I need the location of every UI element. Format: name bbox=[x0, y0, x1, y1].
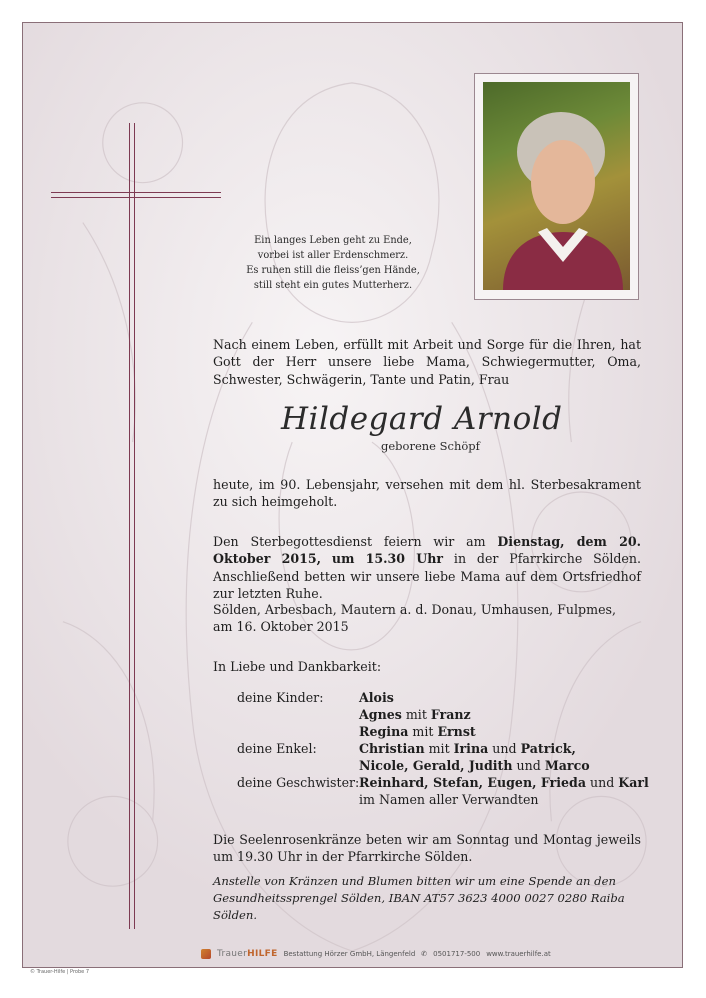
birth-name: geborene Schöpf bbox=[381, 439, 480, 453]
connector-text: und bbox=[512, 758, 545, 773]
family-name: Franz bbox=[430, 707, 471, 722]
poem-line: Ein langes Leben geht zu Ende, bbox=[254, 235, 412, 246]
family-name: Christian bbox=[359, 741, 425, 756]
family-name: Irina bbox=[453, 741, 489, 756]
grandchildren-label: deine Enkel: bbox=[237, 741, 317, 756]
logo-text-a: Trauer bbox=[217, 949, 248, 959]
siblings-line bbox=[359, 774, 649, 791]
poem bbox=[213, 233, 453, 293]
trauerhilfe-logo bbox=[217, 949, 278, 959]
service-date: Dienstag, dem 20. Oktober 2015, bbox=[213, 534, 641, 567]
family-name: Marco bbox=[544, 758, 590, 773]
poem-line: Es ruhen still die fleiss’gen Hände, bbox=[246, 265, 420, 276]
grandchildren-line bbox=[359, 757, 590, 774]
family-name: Regina bbox=[359, 724, 409, 739]
children-line bbox=[359, 723, 476, 740]
service-text-2: in der Pfarrkirche Sölden. Anschließend betten wir unsere liebe Mama auf dem Ortsfriedhof zur letzten Ruhe. bbox=[213, 551, 641, 601]
portrait-photo-frame bbox=[474, 73, 639, 300]
company-name: Bestattung Hörzer GmbH, Längenfeld bbox=[283, 950, 416, 958]
children-label: deine Kinder: bbox=[237, 690, 324, 705]
family-name: Reinhard, Stefan, Eugen, Frieda bbox=[359, 775, 586, 790]
family-name: Karl bbox=[618, 775, 649, 790]
website[interactable]: www.trauerhilfe.at bbox=[486, 950, 551, 958]
logo-text-b: HILFE bbox=[247, 949, 278, 959]
phone-number: 0501717-500 bbox=[433, 950, 481, 958]
family-name: Ernst bbox=[437, 724, 476, 739]
obituary-page bbox=[22, 22, 683, 968]
connector-text: mit bbox=[424, 741, 454, 756]
family-name: Alois bbox=[359, 690, 394, 705]
poem-line: vorbei ist aller Erdenschmerz. bbox=[257, 250, 409, 261]
family-name: Nicole, Gerald, Judith bbox=[359, 758, 513, 773]
service-time: um 15.30 Uhr bbox=[331, 551, 444, 567]
cross-horizontal-line bbox=[51, 192, 221, 198]
deceased-name: Hildegard Arnold bbox=[281, 401, 563, 437]
credit-text: © Trauer-Hilfe | Probe 7 bbox=[30, 969, 90, 975]
age-paragraph: heute, im 90. Lebensjahr, versehen mit dem hl. Sterbesakrament zu sich heimgeholt. bbox=[213, 477, 641, 510]
rosary-paragraph: Die Seelenrosenkränze beten wir am Sonntag und Montag jeweils um 19.30 Uhr in der Pfarrkirche Sölden. bbox=[213, 832, 641, 865]
poem-line: still steht ein gutes Mutterherz. bbox=[253, 280, 413, 291]
footer bbox=[201, 947, 551, 961]
siblings-label: deine Geschwister: bbox=[237, 775, 360, 790]
service-text: Den Sterbegottesdienst feiern wir am bbox=[213, 534, 498, 549]
grandchildren-line bbox=[359, 740, 576, 757]
intro-paragraph: Nach einem Leben, erfüllt mit Arbeit und Sorge für die Ihren, hat Gott der Herr unsere liebe Mama, Schwiegermutter, Oma, Schwester, Schwägerin, Tante und Patin, Frau bbox=[213, 337, 641, 387]
connector-text: und bbox=[488, 741, 521, 756]
phone-icon: ✆ bbox=[421, 950, 428, 958]
cross-vertical-line bbox=[129, 123, 135, 929]
portrait-photo bbox=[483, 82, 630, 290]
service-paragraph bbox=[213, 533, 641, 602]
relatives-line: im Namen aller Verwandten bbox=[359, 792, 539, 807]
family-name: Patrick, bbox=[520, 741, 576, 756]
connector-text: mit bbox=[401, 707, 431, 722]
love-line: In Liebe und Dankbarkeit: bbox=[213, 659, 382, 674]
donation-note: Anstelle von Kränzen und Blumen bitten wir um eine Spende an den Gesundheitssprengel Sölden, IBAN AT57 3623 4000 0027 0280 Raiba Sölden. bbox=[213, 874, 625, 922]
trauerhilfe-logo-icon bbox=[201, 949, 211, 959]
connector-text: mit bbox=[408, 724, 438, 739]
places-line: Sölden, Arbesbach, Mautern a. d. Donau, Umhausen, Fulpmes, bbox=[213, 602, 616, 617]
date-line: am 16. Oktober 2015 bbox=[213, 619, 349, 634]
connector-text: und bbox=[586, 775, 619, 790]
children-line bbox=[359, 706, 471, 723]
family-name: Agnes bbox=[359, 707, 402, 722]
children-line bbox=[359, 689, 394, 706]
